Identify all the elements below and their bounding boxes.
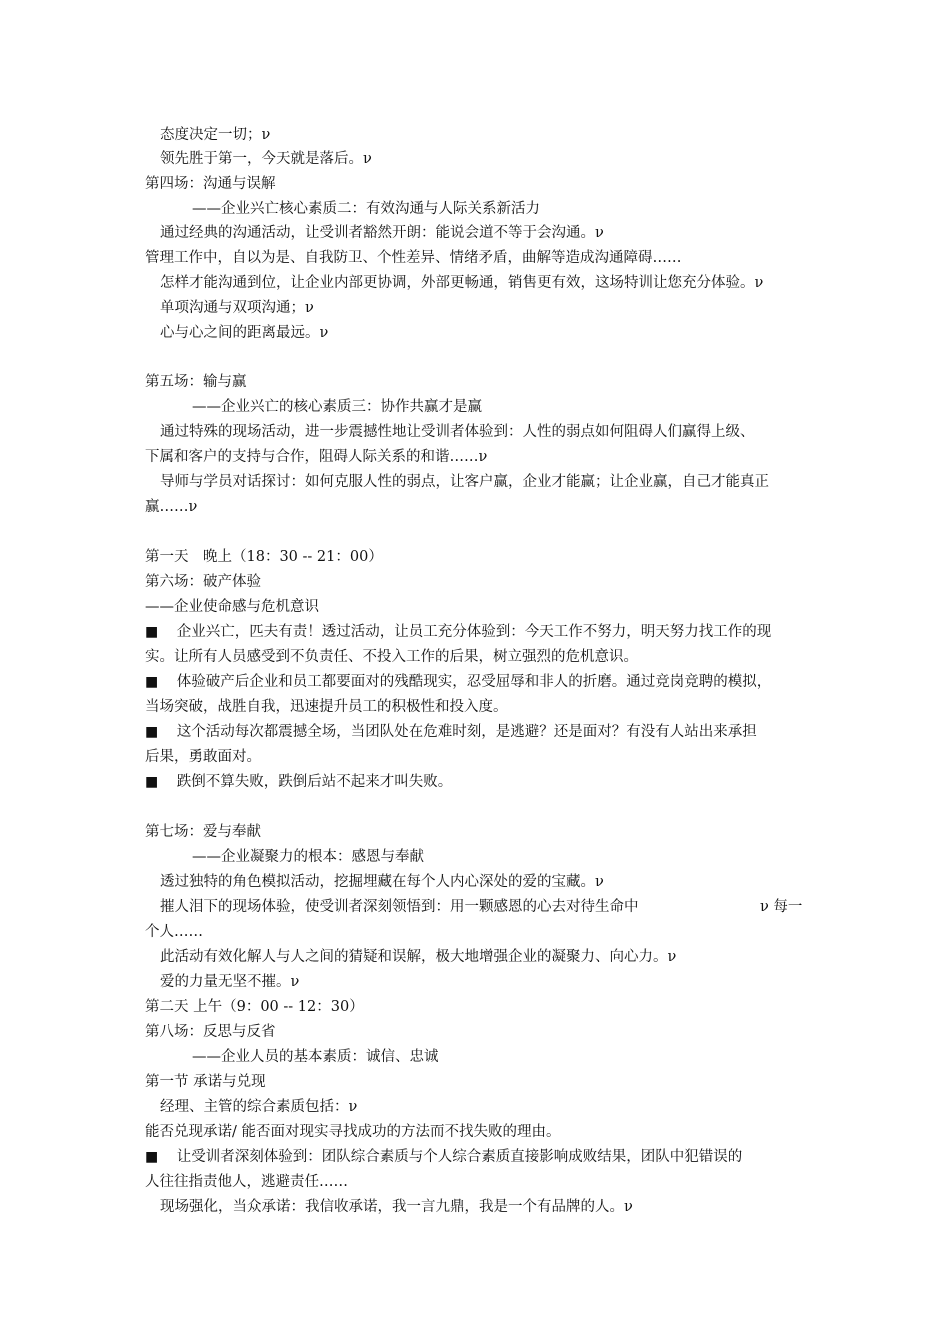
- text-line: 爱的力量无坚不摧。ν: [160, 974, 300, 990]
- text-line: 心与心之间的距离最远。ν: [160, 325, 329, 341]
- text-line: 怎样才能沟通到位，让企业内部更协调，外部更畅通，销售更有效，这场特训让您充分体验。ν: [160, 275, 764, 291]
- text-line: 赢……ν: [145, 499, 198, 515]
- text-line: 当场突破，战胜自我，迅速提升员工的积极性和投入度。: [145, 699, 508, 715]
- section-heading: 第六场：破产体验: [145, 574, 261, 590]
- text-line: 人往往指责他人，逃避责任……: [145, 1174, 348, 1190]
- text-line: 能否兑现承诺/ 能否面对现实寻找成功的方法而不找失败的理由。: [145, 1124, 561, 1140]
- text-line-tail: ν 每一: [760, 899, 803, 915]
- schedule-heading: 第一天 晚上（18：30 -- 21：00）: [145, 549, 383, 565]
- subsection-heading: 第一节 承诺与兑现: [145, 1074, 266, 1090]
- text-line: 通过经典的沟通活动，让受训者豁然开朗：能说会道不等于会沟通。ν: [160, 225, 604, 241]
- section-subtitle: ——企业使命感与危机意识: [145, 599, 319, 615]
- text-line: 后果，勇敢面对。: [145, 749, 261, 765]
- schedule-heading: 第二天 上午（9：00 -- 12：30）: [145, 999, 364, 1015]
- text-line: 经理、主管的综合素质包括：ν: [160, 1099, 358, 1115]
- text-line: 现场强化，当众承诺：我信收承诺，我一言九鼎，我是一个有品牌的人。ν: [160, 1199, 633, 1215]
- text-line: 单项沟通与双项沟通；ν: [160, 300, 314, 316]
- text-line: 通过特殊的现场活动，进一步震撼性地让受训者体验到：人性的弱点如何阻碍人们赢得上级、: [160, 424, 755, 440]
- section-subtitle: ——企业人员的基本素质：诚信、忠诚: [192, 1049, 439, 1065]
- bullet-item: ■ 体验破产后企业和员工都要面对的残酷现实，忍受屈辱和非人的折磨。通过竞岗竞聘的模拟，: [145, 672, 825, 692]
- text-line: 个人……: [145, 924, 203, 940]
- section-subtitle: ——企业兴亡的核心素质三：协作共赢才是赢: [192, 399, 482, 415]
- section-heading: 第四场：沟通与误解: [145, 176, 276, 192]
- section-heading: 第七场：爱与奉献: [145, 824, 261, 840]
- bullet-item: ■ 让受训者深刻体验到：团队综合素质与个人综合素质直接影响成败结果，团队中犯错误的: [145, 1147, 825, 1167]
- text-line: 此活动有效化解人与人之间的猜疑和误解，极大地增强企业的凝聚力、向心力。ν: [160, 949, 677, 965]
- text-line: 摧人泪下的现场体验，使受训者深刻领悟到：用一颗感恩的心去对待生命中: [160, 899, 639, 915]
- text-line: 透过独特的角色模拟活动，挖掘埋藏在每个人内心深处的爱的宝藏。ν: [160, 874, 604, 890]
- section-heading: 第五场：输与赢: [145, 374, 247, 390]
- text-line: 态度决定一切；ν: [160, 127, 271, 143]
- bullet-item: ■ 企业兴亡，匹夫有责！透过活动，让员工充分体验到：今天工作不努力，明天努力找工作的现: [145, 622, 825, 642]
- text-line: 导师与学员对话探讨：如何克服人性的弱点，让客户赢，企业才能赢；让企业赢，自己才能真正: [160, 474, 769, 490]
- section-subtitle: ——企业凝聚力的根本：感恩与奉献: [192, 849, 424, 865]
- text-line: 下属和客户的支持与合作，阻碍人际关系的和谐……ν: [145, 449, 488, 465]
- bullet-item: ■ 跌倒不算失败，跌倒后站不起来才叫失败。: [145, 772, 825, 792]
- bullet-item: ■ 这个活动每次都震撼全场，当团队处在危难时刻，是逃避？还是面对？有没有人站出来承担: [145, 722, 825, 742]
- text-line: 领先胜于第一，今天就是落后。ν: [160, 151, 372, 167]
- section-heading: 第八场：反思与反省: [145, 1024, 276, 1040]
- text-line: 实。让所有人员感受到不负责任、不投入工作的后果，树立强烈的危机意识。: [145, 649, 638, 665]
- section-subtitle: ——企业兴亡核心素质二：有效沟通与人际关系新活力: [192, 201, 540, 217]
- text-line: 管理工作中，自以为是、自我防卫、个性差异、情绪矛盾，曲解等造成沟通障碍……: [145, 250, 682, 266]
